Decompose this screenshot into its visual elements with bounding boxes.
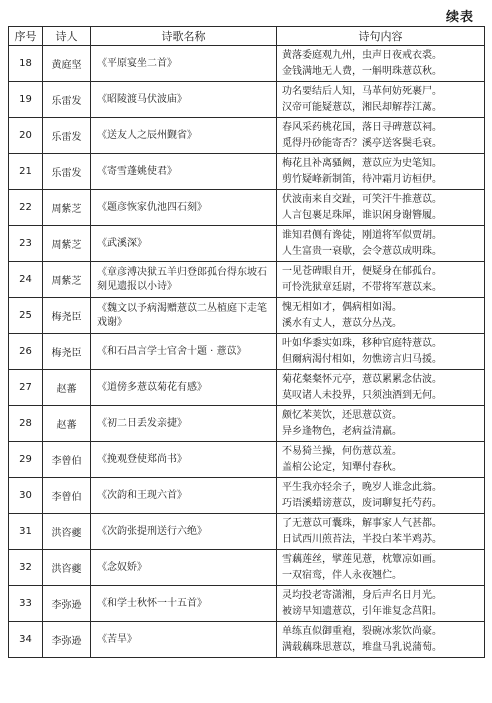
poem-title: 《次韵张提刑送行六绝》	[91, 514, 277, 550]
row-number: 31	[9, 514, 43, 550]
table-row	[9, 298, 485, 334]
row-number: 26	[9, 334, 43, 370]
row-number: 22	[9, 190, 43, 226]
row-number: 21	[9, 154, 43, 190]
poem-title: 《和学士秋怀一十五首》	[91, 586, 277, 622]
poet-name: 李曾伯	[43, 442, 91, 478]
verse-line: 溪水有丈人，薏苡分丛茂。	[282, 317, 402, 329]
poet-name: 黄庭坚	[43, 46, 91, 82]
table-row	[9, 514, 485, 550]
poem-table	[8, 26, 485, 658]
verse-line: 灵均投老寄潇湘，身后声名日月光。	[282, 589, 442, 601]
verse-content	[277, 334, 485, 370]
row-number: 23	[9, 226, 43, 262]
poem-title: 《魏文以予病渴赠薏苡二丛植庭下走笔戏谢》	[91, 298, 277, 334]
row-number: 34	[9, 622, 43, 658]
table-row	[9, 622, 485, 658]
verse-line: 满载藕珠思薏苡，堆盘马乳说蒲萄。	[282, 641, 442, 653]
verse-content	[277, 46, 485, 82]
verse-line: 单练直似御重袍，裂碗冰浆饮尚豪。	[282, 625, 442, 637]
verse-line: 梅花且补离骚阙，薏苡应为史笔知。	[282, 157, 442, 169]
verse-line: 菊花粲粲怀元亭，薏苡累累念估波。	[282, 373, 442, 385]
poet-name: 乐雷发	[43, 154, 91, 190]
verse-line: 但爾病渴付相如，勿憔谤言归马援。	[282, 353, 442, 365]
verse-line: 人言包裹足珠犀，谁识闲身谢簪履。	[282, 209, 442, 221]
table-row	[9, 262, 485, 298]
continued-label: 续表	[445, 10, 474, 25]
verse-line: 日试西川煎苔法，半投白苯半鸡苏。	[282, 533, 442, 545]
verse-content	[277, 550, 485, 586]
table-header	[9, 27, 485, 46]
row-number: 30	[9, 478, 43, 514]
verse-line: 一双宿鸾，伴人永夜翘伫。	[282, 569, 402, 581]
poem-title: 《念奴娇》	[91, 550, 277, 586]
verse-line: 了无薏苡可囊珠，解事家人气甚都。	[282, 517, 442, 529]
poet-name: 李弥逊	[43, 586, 91, 622]
row-number: 29	[9, 442, 43, 478]
verse-line: 春风采药桃花国，落日寻碑薏苡祠。	[282, 121, 442, 133]
poet-name: 李弥逊	[43, 622, 91, 658]
row-number: 19	[9, 82, 43, 118]
row-number: 28	[9, 406, 43, 442]
verse-content	[277, 478, 485, 514]
verse-content	[277, 514, 485, 550]
table-row	[9, 118, 485, 154]
row-number: 20	[9, 118, 43, 154]
row-number: 33	[9, 586, 43, 622]
poet-name: 梅尧臣	[43, 298, 91, 334]
verse-line: 巧语溪蜡谤薏苡，废词聊复托芍药。	[282, 497, 442, 509]
verse-content	[277, 370, 485, 406]
verse-line: 谁知君侧有谗徒，刚道将军似贾胡。	[282, 229, 442, 241]
poem-title: 《初二日丢发亲捷》	[91, 406, 277, 442]
verse-content	[277, 406, 485, 442]
verse-line: 莫叹诸人未投界，只须浊酒到无何。	[282, 389, 442, 401]
verse-line: 盖棺公论定，知犟付春秋。	[282, 461, 402, 473]
verse-line: 愧无相如才，偶病相如渴。	[282, 301, 402, 313]
poet-name: 洪咨夔	[43, 550, 91, 586]
poet-name: 乐雷发	[43, 118, 91, 154]
verse-line: 功名要结后人知，马革何妨死裹尸。	[282, 85, 442, 97]
verse-content	[277, 622, 485, 658]
table-row	[9, 334, 485, 370]
poet-name: 梅尧臣	[43, 334, 91, 370]
table-body	[9, 46, 485, 658]
poem-title: 《寄雪蓬姚使君》	[91, 154, 277, 190]
poem-title: 《题彦恢家仇池四石刻》	[91, 190, 277, 226]
verse-line: 雪藕莲丝，擘莲见薏，枕簟凉如画。	[282, 553, 442, 565]
row-number: 24	[9, 262, 43, 298]
poem-title: 《昭陵渡马伏波庙》	[91, 82, 277, 118]
verse-line: 平生我亦轻余子，晚岁人谁念此翁。	[282, 481, 442, 493]
verse-line: 人生富贵一衰歇，会令薏苡成明珠。	[282, 245, 442, 257]
poem-title: 《武溪深》	[91, 226, 277, 262]
table-row	[9, 46, 485, 82]
verse-line: 可怜洗狱章廷尉，不带将军薏苡来。	[282, 281, 442, 293]
poem-title: 《次韵和王现六首》	[91, 478, 277, 514]
row-number: 32	[9, 550, 43, 586]
poet-name: 李曾伯	[43, 478, 91, 514]
table-row	[9, 154, 485, 190]
poet-name: 洪咨夔	[43, 514, 91, 550]
verse-content	[277, 586, 485, 622]
verse-line: 金钱满地无人费，一斛明珠薏苡秋。	[282, 65, 442, 77]
table-row	[9, 442, 485, 478]
poem-title: 《章彦溥决狱五羊归登郎孤台得东坡石刻见遗报以小诗》	[91, 262, 277, 298]
poet-name: 周紫芝	[43, 262, 91, 298]
table-row	[9, 370, 485, 406]
verse-line: 异乡逢物色，老病益清羸。	[282, 425, 402, 437]
verse-line: 伏波南来自交趾，可笑汗牛推薏苡。	[282, 193, 442, 205]
poet-name: 周紫芝	[43, 190, 91, 226]
verse-content	[277, 118, 485, 154]
verse-line: 一见苍碑眼自开，便疑身在郁孤台。	[282, 265, 442, 277]
poem-title: 《平原宴坐二首》	[91, 46, 277, 82]
poet-name: 乐雷发	[43, 82, 91, 118]
table-row	[9, 226, 485, 262]
poet-name: 赵蕃	[43, 406, 91, 442]
poem-title: 《和石昌言学士官舍十题 · 薏苡》	[91, 334, 277, 370]
row-number: 25	[9, 298, 43, 334]
verse-line: 剪竹疑峰新制笛，待冲霜月访桓伊。	[282, 173, 442, 185]
verse-content	[277, 154, 485, 190]
verse-content	[277, 262, 485, 298]
verse-line: 汉帝可能疑薏苡，湘民却解荐江蓠。	[282, 101, 442, 113]
poet-name: 赵蕃	[43, 370, 91, 406]
verse-content	[277, 226, 485, 262]
row-number: 18	[9, 46, 43, 82]
table-row	[9, 478, 485, 514]
verse-line: 颇忆苯荚饮，还思薏苡资。	[282, 409, 402, 421]
table-row	[9, 586, 485, 622]
table-row	[9, 550, 485, 586]
table-row	[9, 406, 485, 442]
header-verse: 诗句内容	[277, 27, 485, 46]
poem-title: 《道傍多薏苡菊花有感》	[91, 370, 277, 406]
header-poet: 诗人	[43, 27, 91, 46]
verse-content	[277, 442, 485, 478]
poem-title: 《苦旱》	[91, 622, 277, 658]
verse-line: 叶如华黍实如珠，移种官庭特薏苡。	[282, 337, 442, 349]
verse-line: 黄落委庭观九州，虫声日夜戒衣裘。	[282, 49, 442, 61]
verse-line: 被谤早知遗薏苡，引年谁复念莒阳。	[282, 605, 442, 617]
verse-line: 觅得丹砂能寄否？溪亭送客鬓毛衰。	[282, 137, 442, 149]
verse-content	[277, 190, 485, 226]
table-row	[9, 190, 485, 226]
poem-title: 《送友人之辰州觐省》	[91, 118, 277, 154]
header-number: 序号	[9, 27, 43, 46]
row-number: 27	[9, 370, 43, 406]
table-row	[9, 82, 485, 118]
verse-content	[277, 298, 485, 334]
poet-name: 周紫芝	[43, 226, 91, 262]
verse-line: 不易猗兰操，何伤薏苡羞。	[282, 445, 402, 457]
poem-title: 《挽观登使郑尚书》	[91, 442, 277, 478]
verse-content	[277, 82, 485, 118]
header-poem-title: 诗歌名称	[91, 27, 277, 46]
